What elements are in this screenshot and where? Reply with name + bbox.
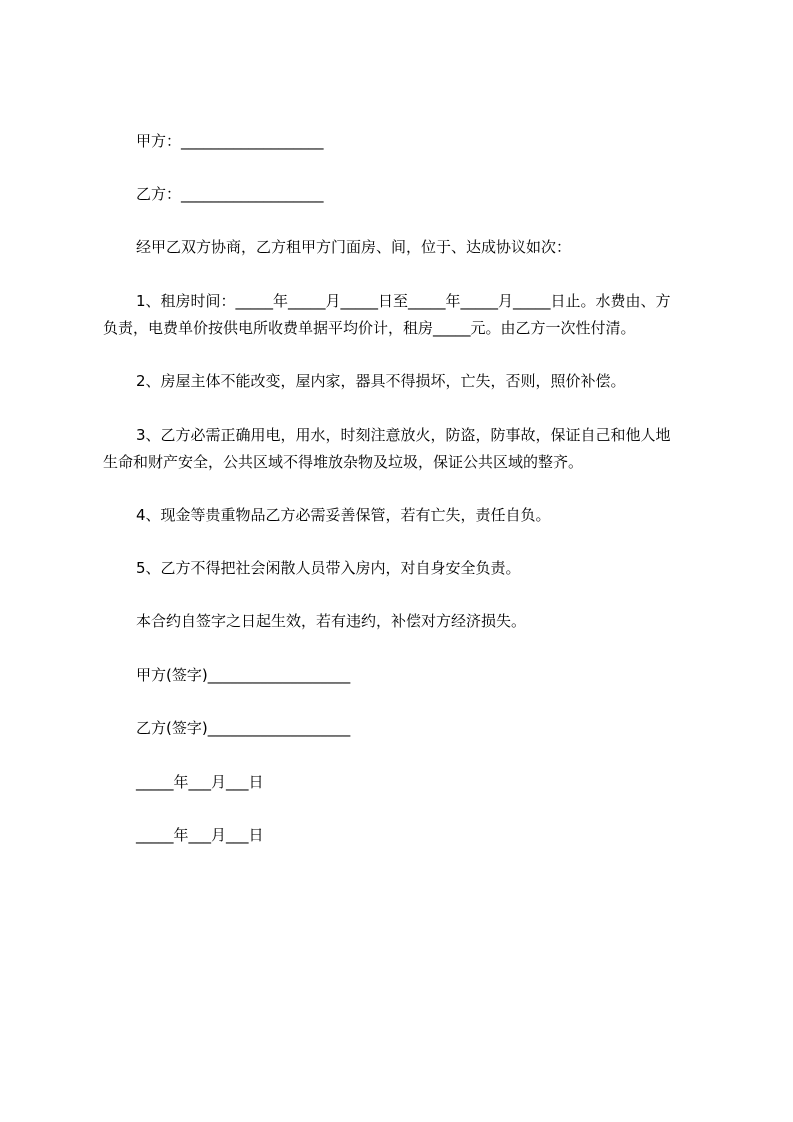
- clause-1-line-1: 1、租房时间：_____年_____月_____日至_____年_____月_____日止。水费由、方: [136, 292, 671, 310]
- clause-3-line-1: 3、乙方必需正确用电，用水，时刻注意放火，防盗，防事故，保证自己和他人地: [136, 426, 671, 444]
- effective-clause: 本合约自签字之日起生效，若有违约，补偿对方经济损失。: [136, 612, 527, 630]
- clause-1-line-2: 负责，电费单价按供电所收费单据平均价计，租房_____元。由乙方一次性付清。: [103, 319, 636, 337]
- signature-party-b: 乙方(签字)___________________: [136, 719, 351, 737]
- clause-5: 5、乙方不得把社会闲散人员带入房内，对自身安全负责。: [136, 559, 521, 577]
- party-a-line: 甲方：___________________: [136, 132, 324, 150]
- signature-party-a: 甲方(签字)___________________: [136, 666, 351, 684]
- clause-4: 4、现金等贵重物品乙方必需妥善保管，若有亡失，责任自负。: [136, 506, 551, 524]
- clause-2: 2、房屋主体不能改变，屋内家，器具不得损坏，亡失，否则，照价补偿。: [136, 372, 626, 390]
- intro-paragraph: 经甲乙双方协商，乙方租甲方门面房、间，位于、达成协议如次：: [136, 238, 572, 256]
- party-b-line: 乙方：___________________: [136, 185, 324, 203]
- clause-3-line-2: 生命和财产安全，公共区域不得堆放杂物及垃圾，保证公共区域的整齐。: [103, 453, 584, 471]
- date-line-2: _____年___月___日: [136, 826, 264, 844]
- date-line-1: _____年___月___日: [136, 773, 264, 791]
